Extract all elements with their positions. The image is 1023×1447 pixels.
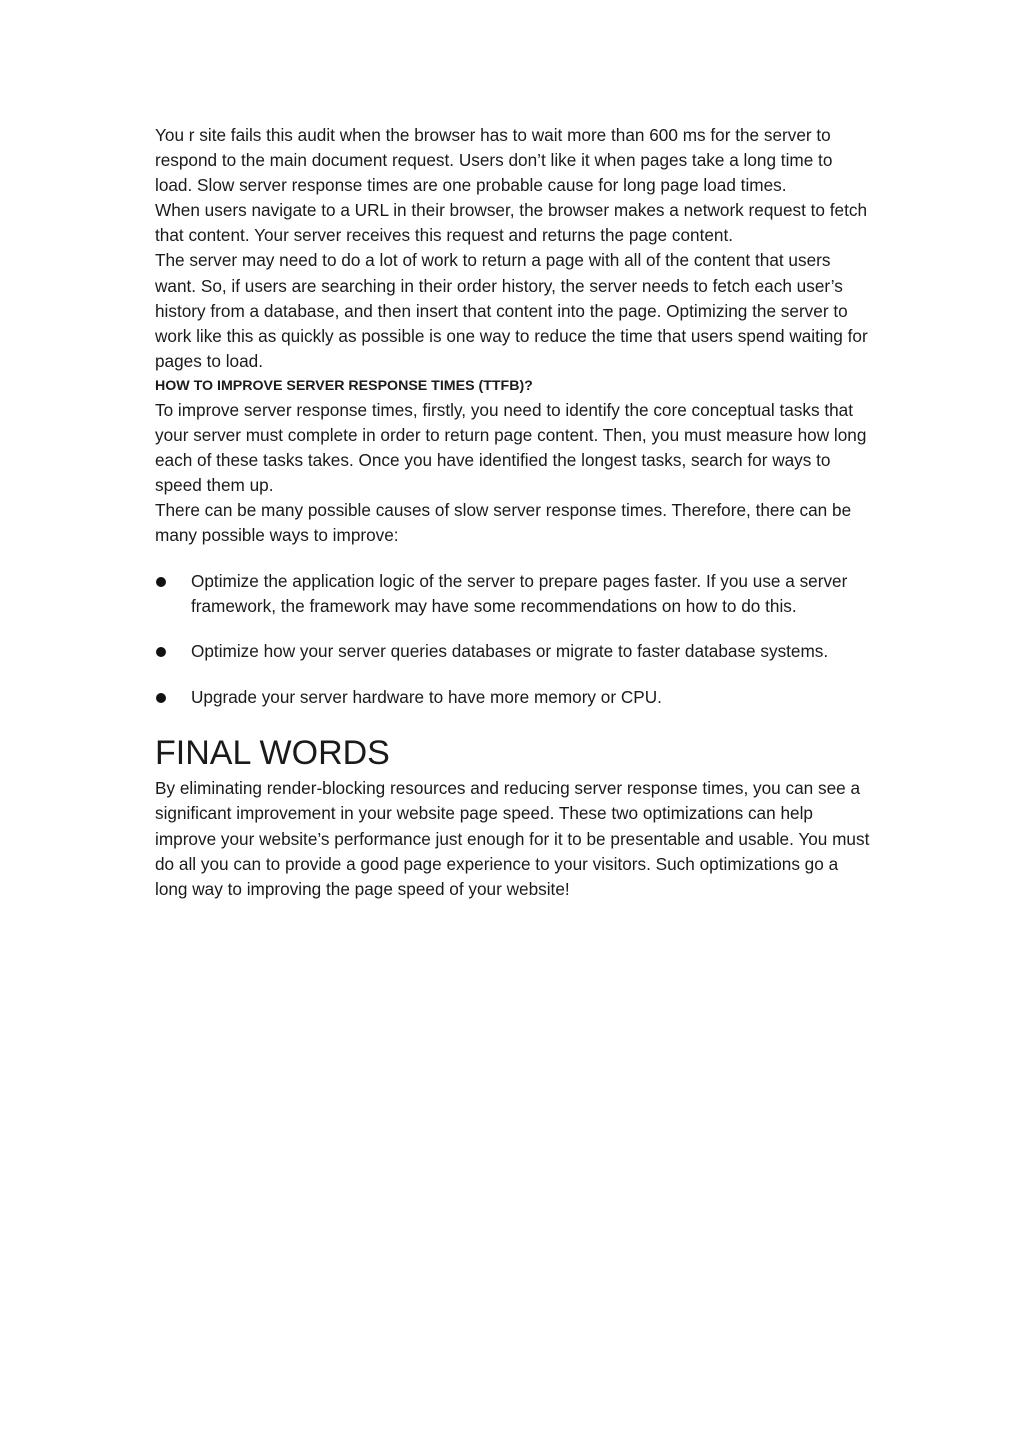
list-item [155, 569, 871, 619]
bullet-icon [156, 577, 166, 587]
list-item [155, 639, 871, 664]
improve-paragraph-1: To improve server response times, firstly, you need to identify the core conceptual tasks that your server must complete in order to return page content. Then, you must measure how long each of these tasks takes. Once you have identified the longest tasks, search for ways to speed them up. [155, 399, 867, 496]
final-paragraph: By eliminating render-blocking resources and reducing server response times, you can see a significant improvement in your website page speed. These two optimizations can help improve your website’s performance just enough for it to be presentable and usable. You must do all you can to provide a good page experience to your visitors. Such optimizations go a long way to improving the page speed of your website! [155, 778, 870, 899]
list-item-text: Upgrade your server hardware to have more memory or CPU. [191, 686, 662, 707]
intro-paragraph-2: When users navigate to a URL in their browser, the browser makes a network request to fetch that content. Your server receives this request and returns the page content. [155, 200, 868, 246]
improve-paragraph-2: There can be many possible causes of slow server response times. Therefore, there can be many possible ways to improve: [155, 500, 852, 546]
improvement-list [155, 569, 871, 710]
bullet-icon [156, 693, 166, 703]
list-item-text: Optimize how your server queries databases or migrate to faster database systems. [191, 641, 829, 662]
final-words-heading: FINAL WORDS [155, 734, 390, 773]
bullet-icon [156, 647, 166, 657]
list-item-text: Optimize the application logic of the server to prepare pages faster. If you use a server framework, the framework may have some recommendations on how to do this. [191, 570, 848, 616]
intro-paragraph-1: You r site fails this audit when the browser has to wait more than 600 ms for the server to respond to the main document request. Users don’t like it when pages take a long time to load. Slow server response times are one probable cause for long page load times. [155, 125, 833, 196]
list-item [155, 685, 871, 710]
section-subheading: HOW TO IMPROVE SERVER RESPONSE TIMES (TTFB)? [155, 377, 533, 394]
intro-paragraph-3: The server may need to do a lot of work to return a page with all of the content that users want. So, if users are searching in their order history, the server needs to fetch each user’s history from a database, and then insert that content into the page. Optimizing the server to work like this as quickly as possible is one way to reduce the time that users spend waiting for pages to load. [155, 250, 868, 371]
document-page [155, 123, 871, 902]
